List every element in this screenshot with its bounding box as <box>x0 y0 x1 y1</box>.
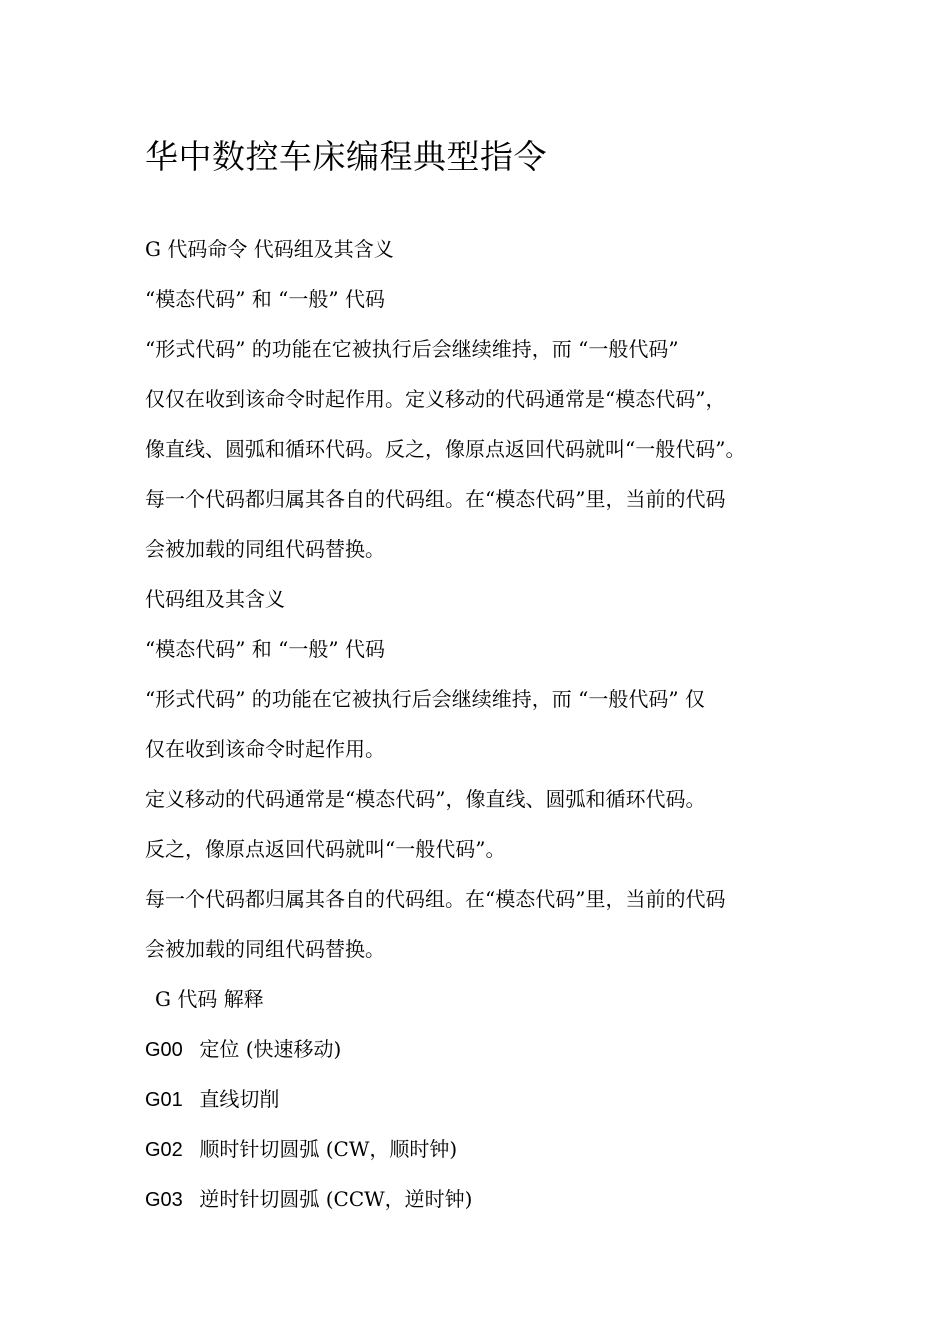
paragraph-line: 仅仅在收到该命令时起作用。定义移动的代码通常是“模态代码”， <box>145 387 726 411</box>
code-label: G00 <box>145 1039 183 1061</box>
section-heading: 代码组及其含义 <box>145 587 285 611</box>
code-description: 顺时针切圆弧 (CW，顺时钟) <box>199 1137 458 1161</box>
code-description: 逆时针切圆弧 (CCW，逆时钟) <box>199 1187 473 1211</box>
code-description: 定位 (快速移动) <box>199 1037 342 1061</box>
code-table-header: G 代码 解释 <box>155 987 264 1011</box>
paragraph-line: 每一个代码都归属其各自的代码组。在“模态代码”里，当前的代码 <box>145 487 726 511</box>
code-label: G01 <box>145 1089 183 1111</box>
code-label: G02 <box>145 1139 183 1161</box>
code-description: 直线切削 <box>199 1087 280 1111</box>
paragraph-line: 每一个代码都归属其各自的代码组。在“模态代码”里，当前的代码 <box>145 887 726 911</box>
paragraph-line: “模态代码” 和 “一般” 代码 <box>145 637 385 661</box>
code-label: G03 <box>145 1189 183 1211</box>
paragraph-line: “模态代码” 和 “一般” 代码 <box>145 287 385 311</box>
paragraph-line: G 代码命令 代码组及其含义 <box>145 237 394 261</box>
paragraph-line: “形式代码” 的功能在它被执行后会继续维持，而 “一般代码” 仅 <box>145 687 705 711</box>
paragraph-line: 仅在收到该命令时起作用。 <box>145 737 385 761</box>
document-title: 华中数控车床编程典型指令 <box>145 137 547 176</box>
document-body <box>145 224 825 1224</box>
code-row-g03 <box>145 1174 825 1224</box>
paragraph-line: 像直线、圆弧和循环代码。反之，像原点返回代码就叫“一般代码”。 <box>145 437 746 461</box>
paragraph-line: 定义移动的代码通常是“模态代码”，像直线、圆弧和循环代码。 <box>145 787 706 811</box>
code-row-g02 <box>145 1124 825 1174</box>
code-row-g01 <box>145 1074 825 1124</box>
code-row-g00 <box>145 1024 825 1074</box>
paragraph-line: 会被加载的同组代码替换。 <box>145 537 385 561</box>
paragraph-line: “形式代码” 的功能在它被执行后会继续维持，而 “一般代码” <box>145 337 679 361</box>
paragraph-line: 反之，像原点返回代码就叫“一般代码”。 <box>145 837 506 861</box>
paragraph-line: 会被加载的同组代码替换。 <box>145 937 385 961</box>
